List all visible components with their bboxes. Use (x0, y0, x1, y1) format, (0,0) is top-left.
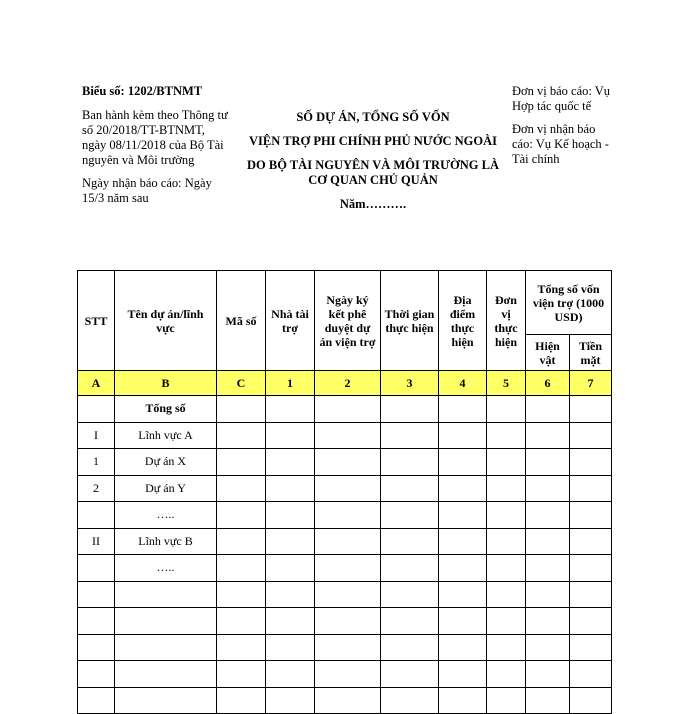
code-cell: 3 (381, 371, 439, 396)
table-cell (526, 528, 570, 555)
table-row (78, 634, 612, 661)
row-name: Tổng số (115, 396, 217, 423)
row-name (115, 581, 217, 608)
receive-date: Ngày nhận báo cáo: Ngày 15/3 năm sau (82, 176, 212, 205)
table-cell (217, 634, 266, 661)
table-cell (570, 634, 612, 661)
table-row (78, 422, 612, 449)
header-stt: STT (78, 271, 115, 371)
table-cell (439, 528, 487, 555)
receiving-unit: Đơn vị nhận báo cáo: Vụ Kế hoạch - Tài chính (512, 122, 609, 166)
table-cell (439, 687, 487, 714)
table-cell (526, 396, 570, 423)
table-cell (381, 422, 439, 449)
title-line-1: SỐ DỰ ÁN, TỔNG SỐ VỐN (296, 110, 450, 124)
report-table (77, 270, 612, 714)
table-row (78, 475, 612, 502)
table-cell (570, 555, 612, 582)
table-cell (266, 528, 315, 555)
table-cell (266, 475, 315, 502)
table-cell (439, 422, 487, 449)
table-cell (381, 528, 439, 555)
code-cell: 2 (315, 371, 381, 396)
header-sponsor: Nhà tài trợ (266, 271, 315, 371)
row-stt: II (78, 528, 115, 555)
row-stt (78, 581, 115, 608)
table-cell (487, 555, 526, 582)
table-cell (315, 528, 381, 555)
table-cell (381, 687, 439, 714)
table-cell (570, 449, 612, 476)
table-cell (315, 449, 381, 476)
table-cell (487, 475, 526, 502)
table-cell (487, 449, 526, 476)
table-cell (526, 687, 570, 714)
title-line-2: VIỆN TRỢ PHI CHÍNH PHỦ NƯỚC NGOÀI (249, 134, 497, 148)
row-name (115, 608, 217, 635)
table-cell (487, 528, 526, 555)
table-cell (217, 555, 266, 582)
table-cell (381, 449, 439, 476)
table-cell (266, 396, 315, 423)
table-cell (266, 661, 315, 688)
table-cell (439, 661, 487, 688)
table-cell (381, 581, 439, 608)
table-cell (570, 528, 612, 555)
table-cell (570, 396, 612, 423)
table-cell (487, 661, 526, 688)
table-cell (266, 581, 315, 608)
table-cell (570, 608, 612, 635)
table-cell (315, 581, 381, 608)
table-row (78, 555, 612, 582)
table-cell (381, 661, 439, 688)
table-cell (439, 608, 487, 635)
table-cell (217, 502, 266, 529)
form-code: Biểu số: 1202/BTNMT (82, 84, 203, 98)
column-code-row (78, 371, 612, 396)
table-cell (487, 608, 526, 635)
header-duration: Thời gian thực hiện (381, 271, 439, 371)
row-stt: I (78, 422, 115, 449)
table-cell (487, 396, 526, 423)
row-name (115, 687, 217, 714)
table-cell (266, 555, 315, 582)
table-cell (217, 608, 266, 635)
table-cell (381, 396, 439, 423)
table-cell (217, 449, 266, 476)
header-cash: Tiền mặt (570, 335, 612, 371)
table-cell (381, 475, 439, 502)
table-row (78, 581, 612, 608)
table-cell (570, 502, 612, 529)
row-name: ….. (115, 502, 217, 529)
table-cell (526, 608, 570, 635)
table-cell (526, 555, 570, 582)
table-cell (570, 422, 612, 449)
table-cell (381, 608, 439, 635)
row-name: Lĩnh vực A (115, 422, 217, 449)
table-cell (315, 555, 381, 582)
table-cell (266, 687, 315, 714)
row-stt: 1 (78, 449, 115, 476)
code-cell: 6 (526, 371, 570, 396)
row-stt (78, 555, 115, 582)
table-cell (570, 687, 612, 714)
table-row (78, 502, 612, 529)
table-cell (266, 422, 315, 449)
table-cell (570, 661, 612, 688)
row-name: Dự án Y (115, 475, 217, 502)
header-name: Tên dự án/lĩnh vực (115, 271, 217, 371)
table-cell (217, 475, 266, 502)
header-total-capital: Tổng số vốn viện trợ (1000 USD) (526, 271, 612, 335)
table-cell (315, 422, 381, 449)
table-cell (315, 396, 381, 423)
issued-with-note: Ban hành kèm theo Thông tư số 20/2018/TT-BTNMT, ngày 08/11/2018 của Bộ Tài nguyên và Môi trường (82, 108, 228, 167)
table-cell (381, 555, 439, 582)
row-name: Lĩnh vực B (115, 528, 217, 555)
table-cell (217, 581, 266, 608)
table-cell (315, 687, 381, 714)
table-cell (315, 661, 381, 688)
report-title (238, 110, 508, 221)
table-cell (439, 502, 487, 529)
header-approval-date: Ngày ký kết phê duyệt dự án viện trợ (315, 271, 381, 371)
table-cell (381, 634, 439, 661)
table-cell (526, 581, 570, 608)
header-implementer: Đơn vị thực hiện (487, 271, 526, 371)
code-cell: 4 (439, 371, 487, 396)
table-cell (570, 581, 612, 608)
table-cell (487, 634, 526, 661)
row-name: ….. (115, 555, 217, 582)
row-stt (78, 687, 115, 714)
row-name (115, 661, 217, 688)
table-cell (526, 634, 570, 661)
table-cell (217, 528, 266, 555)
table-cell (487, 581, 526, 608)
table-cell (526, 449, 570, 476)
row-stt (78, 634, 115, 661)
table-cell (526, 422, 570, 449)
table-cell (487, 422, 526, 449)
left-header (82, 84, 232, 206)
table-cell (439, 634, 487, 661)
table-cell (217, 661, 266, 688)
table-cell (217, 396, 266, 423)
row-stt (78, 608, 115, 635)
table-cell (266, 502, 315, 529)
table-cell (487, 687, 526, 714)
code-cell: 5 (487, 371, 526, 396)
row-stt (78, 502, 115, 529)
title-line-3: DO BỘ TÀI NGUYÊN VÀ MÔI TRƯỜNG LÀ CƠ QUAN CHỦ QUẢN (247, 158, 499, 187)
table-cell (266, 634, 315, 661)
table-cell (266, 449, 315, 476)
table-cell (526, 475, 570, 502)
table-row (78, 608, 612, 635)
table-cell (439, 449, 487, 476)
table-cell (526, 661, 570, 688)
report-year: Năm………. (339, 197, 407, 211)
header-location: Địa điểm thực hiện (439, 271, 487, 371)
table-cell (487, 502, 526, 529)
code-cell: 7 (570, 371, 612, 396)
table-cell (381, 502, 439, 529)
table-row (78, 687, 612, 714)
table-cell (315, 475, 381, 502)
row-name: Dự án X (115, 449, 217, 476)
row-stt (78, 661, 115, 688)
row-name (115, 634, 217, 661)
table-row (78, 449, 612, 476)
table-cell (315, 634, 381, 661)
table-cell (439, 475, 487, 502)
table-row (78, 528, 612, 555)
table-cell (217, 687, 266, 714)
reporting-unit: Đơn vị báo cáo: Vụ Hợp tác quốc tế (512, 84, 611, 113)
table-row (78, 396, 612, 423)
table-cell (315, 608, 381, 635)
right-header (512, 84, 612, 167)
code-cell: A (78, 371, 115, 396)
table-cell (266, 608, 315, 635)
table-cell (439, 581, 487, 608)
table-cell (526, 502, 570, 529)
row-stt (78, 396, 115, 423)
code-cell: C (217, 371, 266, 396)
table-cell (217, 422, 266, 449)
code-cell: 1 (266, 371, 315, 396)
code-cell: B (115, 371, 217, 396)
table-row (78, 661, 612, 688)
row-stt: 2 (78, 475, 115, 502)
header-code: Mã số (217, 271, 266, 371)
table-cell (570, 475, 612, 502)
table-cell (439, 555, 487, 582)
table-cell (439, 396, 487, 423)
table-cell (315, 502, 381, 529)
header-in-kind: Hiện vật (526, 335, 570, 371)
